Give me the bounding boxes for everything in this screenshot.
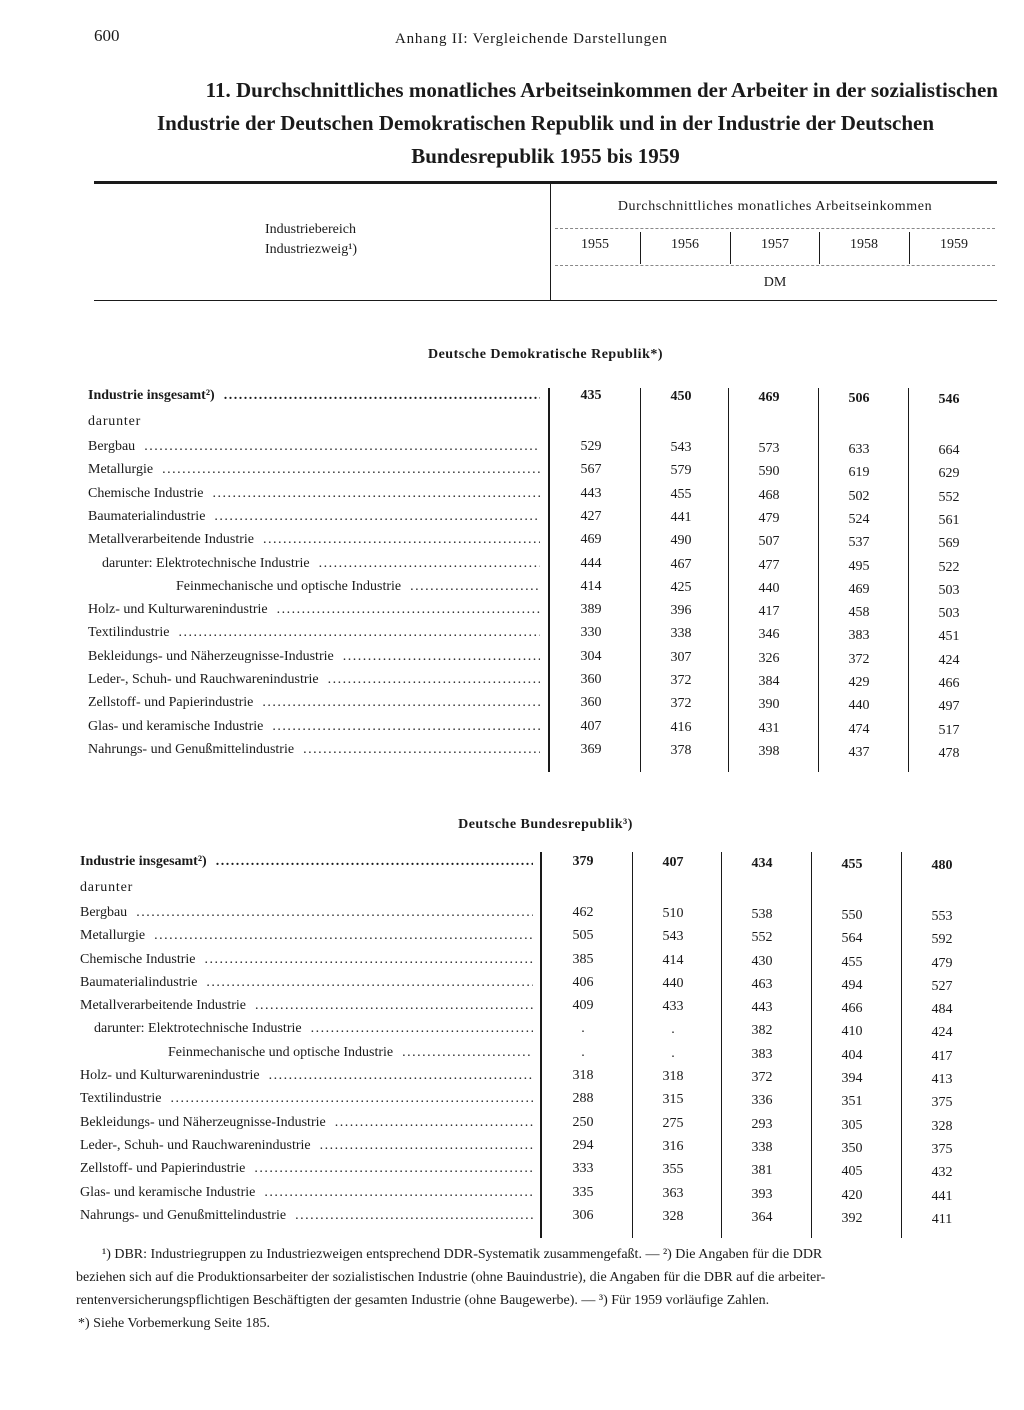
value-cell: 507 [758,534,780,549]
row-label: Textilindustrie ..... [80,1089,533,1109]
value-cell: 527 [931,979,953,994]
row-label: Bergbau ..... [80,903,533,923]
row-label: Bekleidungs- und Näherzeugnisse-Industrie ..... [80,1113,533,1133]
value-cell: 478 [938,746,960,761]
header-bottom-rule [94,300,997,301]
row-label: Leder-, Schuh- und Rauchwarenindustrie ..... [80,1136,533,1156]
table-row [0,1183,1024,1206]
value-cell: 379 [572,854,594,869]
row-label: Feinmechanische und optische Industrie ..... [168,1043,533,1063]
value-cell: 553 [931,909,953,924]
row-label: Industrie insgesamt²) ..... [80,852,533,872]
value-cell: 510 [662,906,684,921]
table-row [0,1159,1024,1182]
value-cell: 497 [938,699,960,714]
value-cell: 338 [751,1140,773,1155]
header-dashed-rule [555,265,995,266]
header-span-label: Durchschnittliches monatliches Arbeitseinkommen [617,199,933,214]
value-cell: 592 [931,932,953,947]
value-cell: 506 [848,391,870,406]
value-cell: 394 [841,1071,863,1086]
value-cell: 469 [580,532,602,547]
value-cell: 494 [841,978,863,993]
value-cell: 503 [938,606,960,621]
value-cell: 443 [580,486,602,501]
value-cell: 529 [580,439,602,454]
value-cell: 477 [758,558,780,573]
value-cell: 432 [931,1165,953,1180]
value-cell: 567 [580,462,602,477]
value-cell: 420 [841,1188,863,1203]
value-cell: 502 [848,489,870,504]
table-title [93,74,998,173]
value-cell: 463 [751,977,773,992]
value-cell: 458 [848,605,870,620]
table-row [0,903,1024,926]
value-cell: 381 [751,1163,773,1178]
table-row [0,973,1024,996]
table-row [0,1019,1024,1042]
value-cell: 569 [938,536,960,551]
value-cell: 441 [931,1189,953,1204]
table-row [0,554,1024,577]
header-top-rule [94,181,997,184]
row-label: Bekleidungs- und Näherzeugnisse-Industrie ..... [88,647,540,667]
value-cell: 410 [841,1024,863,1039]
value-cell: 385 [572,952,594,967]
table-row [0,693,1024,716]
value-cell: 307 [670,650,692,665]
value-cell: 396 [670,603,692,618]
value-cell: . [581,1045,585,1060]
row-label: Holz- und Kulturwarenindustrie ..... [88,600,540,620]
value-cell: 333 [572,1161,594,1176]
value-cell: 416 [670,720,692,735]
value-cell: . [581,1021,585,1036]
value-cell: 450 [670,389,692,404]
row-label: Zellstoff- und Papierindustrie ..... [80,1159,533,1179]
table-row [0,1089,1024,1112]
row-label: Nahrungs- und Genußmittelindustrie ..... [88,740,540,760]
value-cell: 543 [670,440,692,455]
row-label: Feinmechanische und optische Industrie ..... [176,577,540,597]
row-label: darunter [80,878,533,898]
value-cell: 474 [848,722,870,737]
value-cell: 552 [751,930,773,945]
row-label: darunter: Elektrotechnische Industrie ..... [94,1019,533,1039]
value-cell: 372 [670,696,692,711]
table-row [0,878,1024,901]
value-cell: 427 [580,509,602,524]
value-cell: 552 [938,490,960,505]
row-label: Nahrungs- und Genußmittelindustrie ..... [80,1206,533,1226]
value-cell: 393 [751,1187,773,1202]
year-header: 1958 [850,237,878,252]
value-cell: 336 [751,1093,773,1108]
value-cell: 455 [670,487,692,502]
value-cell: 550 [841,908,863,923]
value-cell: 434 [751,856,773,871]
value-cell: 318 [662,1069,684,1084]
table-row [0,1113,1024,1136]
value-cell: 517 [938,723,960,738]
row-label: Industrie insgesamt²) ..... [88,386,540,406]
value-cell: 305 [841,1118,863,1133]
table-row [0,600,1024,623]
header-industry-label [265,220,357,260]
row-label: Metallurgie ..... [80,926,533,946]
value-cell: 407 [662,855,684,870]
table-row [0,437,1024,460]
row-label: Zellstoff- und Papierindustrie ..... [88,693,540,713]
table-row [0,740,1024,763]
table-row [0,507,1024,530]
value-cell: 383 [751,1047,773,1062]
value-cell: 524 [848,512,870,527]
value-cell: 346 [758,627,780,642]
value-cell: 462 [572,905,594,920]
row-label: Chemische Industrie ..... [80,950,533,970]
value-cell: 503 [938,583,960,598]
value-cell: 306 [572,1208,594,1223]
table-row [0,386,1024,409]
row-label: darunter: Elektrotechnische Industrie ..... [102,554,540,574]
value-cell: 441 [670,510,692,525]
value-cell: 579 [670,463,692,478]
value-cell: 406 [572,975,594,990]
row-label: Metallverarbeitende Industrie ..... [80,996,533,1016]
table-row [0,670,1024,693]
value-cell: 629 [938,466,960,481]
value-cell: 538 [751,907,773,922]
value-cell: 360 [580,695,602,710]
value-cell: 405 [841,1164,863,1179]
unit-label: DM [763,275,787,290]
value-cell: 430 [751,954,773,969]
row-label: Baumaterialindustrie ..... [88,507,540,527]
value-cell: 372 [670,673,692,688]
value-cell: 417 [758,604,780,619]
value-cell: 350 [841,1141,863,1156]
value-cell: 360 [580,672,602,687]
value-cell: 440 [662,976,684,991]
footnote-line: beziehen sich auf die Produktionsarbeiter der sozialistischen Industrie (ohne Bauindustrie), die Angaben für die DBR auf die arbeiter- [76,1270,826,1285]
table-row [0,412,1024,435]
year-header: 1956 [671,237,699,252]
value-cell: 469 [758,390,780,405]
footnote-line: *) Siehe Vorbemerkung Seite 185. [78,1316,270,1331]
row-label: darunter [88,412,540,432]
value-cell: 546 [938,392,960,407]
value-cell: 466 [938,676,960,691]
value-cell: 294 [572,1138,594,1153]
value-cell: 429 [848,675,870,690]
value-cell: 633 [848,442,870,457]
value-cell: 424 [938,653,960,668]
table-row [0,623,1024,646]
value-cell: 288 [572,1091,594,1106]
value-cell: 466 [841,1001,863,1016]
value-cell: 330 [580,625,602,640]
value-cell: 318 [572,1068,594,1083]
row-label: Metallverarbeitende Industrie ..... [88,530,540,550]
value-cell: . [671,1046,675,1061]
value-cell: 369 [580,742,602,757]
value-cell: 293 [751,1117,773,1132]
table-row [0,926,1024,949]
section-title: Deutsche Demokratische Republik*) [427,347,664,362]
value-cell: 372 [848,652,870,667]
value-cell: 355 [662,1162,684,1177]
header-label-line: Industriezweig¹) [265,242,358,257]
table-row [0,577,1024,600]
value-cell: 304 [580,649,602,664]
value-cell: 383 [848,628,870,643]
value-cell: 316 [662,1139,684,1154]
value-cell: 364 [751,1210,773,1225]
value-cell: 328 [662,1209,684,1224]
value-cell: 455 [841,955,863,970]
row-label: Glas- und keramische Industrie ..... [88,717,540,737]
value-cell: 467 [670,557,692,572]
value-cell: 425 [670,580,692,595]
value-cell: 435 [580,388,602,403]
value-cell: 543 [662,929,684,944]
value-cell: 479 [931,956,953,971]
value-cell: 392 [841,1211,863,1226]
value-cell: 451 [938,629,960,644]
value-cell: 455 [841,857,863,872]
table-row [0,1043,1024,1066]
year-header: 1959 [940,237,968,252]
header-label-line: Industriebereich [265,222,356,237]
value-cell: 338 [670,626,692,641]
table-row [0,530,1024,553]
row-label: Baumaterialindustrie ..... [80,973,533,993]
value-cell: 378 [670,743,692,758]
title-line: Industrie der Deutschen Demokratischen Republik und in der Industrie der Deutschen [156,111,935,135]
table-row [0,647,1024,670]
value-cell: 375 [931,1095,953,1110]
value-cell: 564 [841,931,863,946]
value-cell: 407 [580,719,602,734]
title-line: 11. Durchschnittliches monatliches Arbeitseinkommen der Arbeiter in der sozialistischen [205,78,998,102]
value-cell: 414 [662,953,684,968]
value-cell: 372 [751,1070,773,1085]
value-cell: 469 [848,582,870,597]
value-cell: 328 [931,1119,953,1134]
value-cell: 390 [758,697,780,712]
row-label: Leder-, Schuh- und Rauchwarenindustrie ..... [88,670,540,690]
value-cell: 326 [758,651,780,666]
value-cell: 664 [938,443,960,458]
value-cell: 398 [758,744,780,759]
value-cell: 444 [580,556,602,571]
value-cell: 363 [662,1186,684,1201]
row-label: Chemische Industrie ..... [88,484,540,504]
value-cell: 433 [662,999,684,1014]
table-row [0,852,1024,875]
table-row [0,1066,1024,1089]
value-cell: 424 [931,1025,953,1040]
value-cell: 537 [848,535,870,550]
value-cell: 409 [572,998,594,1013]
value-cell: 561 [938,513,960,528]
value-cell: 495 [848,559,870,574]
value-cell: . [671,1022,675,1037]
footnote-line: rentenversicherungspflichtigen Beschäftigten der gesamten Industrie (ohne Baugewerbe). — ³) Für 1959 vorläufige Zahlen. [76,1293,770,1308]
table-row [0,1206,1024,1229]
section-title: Deutsche Bundesrepublik³) [458,817,633,832]
running-head: Anhang II: Vergleichende Darstellungen [395,31,668,47]
value-cell: 443 [751,1000,773,1015]
table-row [0,717,1024,740]
value-cell: 411 [931,1212,953,1227]
row-label: Metallurgie ..... [88,460,540,480]
value-cell: 375 [931,1142,953,1157]
value-cell: 440 [758,581,780,596]
page-number: 600 [94,26,120,45]
value-cell: 484 [931,1002,953,1017]
row-label: Glas- und keramische Industrie ..... [80,1183,533,1203]
table-row [0,1136,1024,1159]
title-line: Bundesrepublik 1955 bis 1959 [411,144,680,168]
value-cell: 573 [758,441,780,456]
value-cell: 505 [572,928,594,943]
value-cell: 414 [580,579,602,594]
row-label: Bergbau ..... [88,437,540,457]
value-cell: 480 [931,858,953,873]
value-cell: 404 [841,1048,863,1063]
value-cell: 479 [758,511,780,526]
value-cell: 389 [580,602,602,617]
value-cell: 431 [758,721,780,736]
table-row [0,460,1024,483]
header-dashed-rule [555,228,995,229]
value-cell: 590 [758,464,780,479]
value-cell: 250 [572,1115,594,1130]
table-row [0,996,1024,1019]
value-cell: 413 [931,1072,953,1087]
value-cell: 275 [662,1116,684,1131]
year-header: 1955 [581,237,609,252]
footnotes [76,1243,996,1335]
value-cell: 522 [938,560,960,575]
value-cell: 440 [848,698,870,713]
row-label: Holz- und Kulturwarenindustrie ..... [80,1066,533,1086]
value-cell: 468 [758,488,780,503]
value-cell: 437 [848,745,870,760]
value-cell: 619 [848,465,870,480]
value-cell: 417 [931,1049,953,1064]
value-cell: 490 [670,533,692,548]
value-cell: 351 [841,1094,863,1109]
value-cell: 382 [751,1023,773,1038]
year-header: 1957 [761,237,789,252]
table-row [0,950,1024,973]
value-cell: 384 [758,674,780,689]
row-label: Textilindustrie ..... [88,623,540,643]
footnote-line: ¹) DBR: Industriegruppen zu Industriezweigen entsprechend DDR-Systematik zusammengefaßt. — ²) Die Angaben für die DDR [102,1247,823,1262]
value-cell: 335 [572,1185,594,1200]
value-cell: 315 [662,1092,684,1107]
table-row [0,484,1024,507]
